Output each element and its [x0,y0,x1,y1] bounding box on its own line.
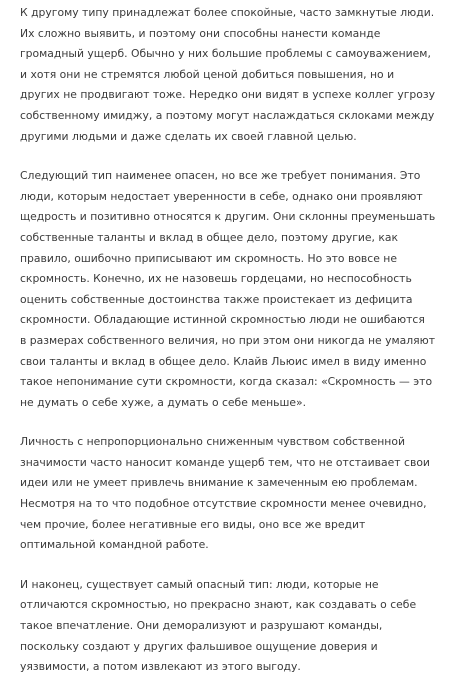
text-line: оценить собственные достоинства также проистекает из дефицита [20,292,413,306]
text-line: и хотя они не стремятся любой ценой добиться повышения, но и [20,67,395,81]
text-line: такое непонимание сути скромности, когда сказал: «Скромность — это [20,375,433,389]
text-line: в размерах собственного величия, но при этом они никогда не умаляют [20,333,436,347]
text-line: Следующий тип наименее опасен, но все же требует понимания. Это [20,169,421,183]
text-line: чем прочие, более негативные его виды, оно все же вредит [20,517,366,531]
text-line: собственные таланты и вклад в общее дело, поэтому другие, как [20,230,399,244]
paragraph-2 [20,166,449,413]
text-line: Личность с непропорционально сниженным чувством собственной [20,435,405,449]
text-line: громадный ущерб. Обычно у них большие проблемы с самоуважением, [20,47,431,61]
text-line: собственному имиджу, а поэтому могут наслаждаться склоками между [20,108,435,122]
text-line: не думать о себе хуже, а думать о себе меньше». [20,395,307,409]
text-line: такое впечатление. Они деморализуют и разрушают команды, [20,619,383,633]
paragraph-3 [20,432,449,556]
text-line: значимости часто наносит команде ущерб тем, что не отстаивает свои [20,455,430,469]
text-line: отличаются скромностью, но прекрасно знают, как создавать о себе [20,598,417,612]
text-line: поскольку создают у других фальшивое ощущение доверия и [20,639,378,653]
paragraph-4 [20,575,449,678]
text-line: идеи или не умеет привлечь внимание к замеченным ею проблемам. [20,476,418,490]
paragraph-1 [20,3,449,147]
text-line: других не продвигают тоже. Нередко они видят в успехе коллег угрозу [20,88,436,102]
text-line: скромности. Обладающие истинной скромностью люди не ошибаются [20,313,425,327]
text-line: щедрость и позитивно относятся к другим. Они склонны преуменьшать [20,210,436,224]
text-line: свои таланты и вклад в общее дело. Клайв Льюис имел в виду именно [20,354,427,368]
text-line: Их сложно выявить, и поэтому они способны нанести команде [20,26,381,40]
text-line: К другому типу принадлежат более спокойные, часто замкнутые люди. [20,6,435,19]
text-line: И наконец, существует самый опасный тип: люди, которые не [20,577,379,591]
text-line: люди, которым недостает уверенности в себе, однако они проявляют [20,189,423,203]
text-line: уязвимости, а потом извлекают из этого выгоду. [20,660,301,674]
text-line: Несмотря на то что подобное отсутствие скромности менее очевидно, [20,497,427,511]
text-line: правило, ошибочно приписывают им скромность. Но это вовсе не [20,251,398,265]
text-line: другими людьми и даже сделать их своей главной целью. [20,129,357,143]
text-line: оптимальной командной работе. [20,538,209,552]
text-line: скромность. Конечно, их не назовешь гордецами, но неспособность [20,272,412,286]
